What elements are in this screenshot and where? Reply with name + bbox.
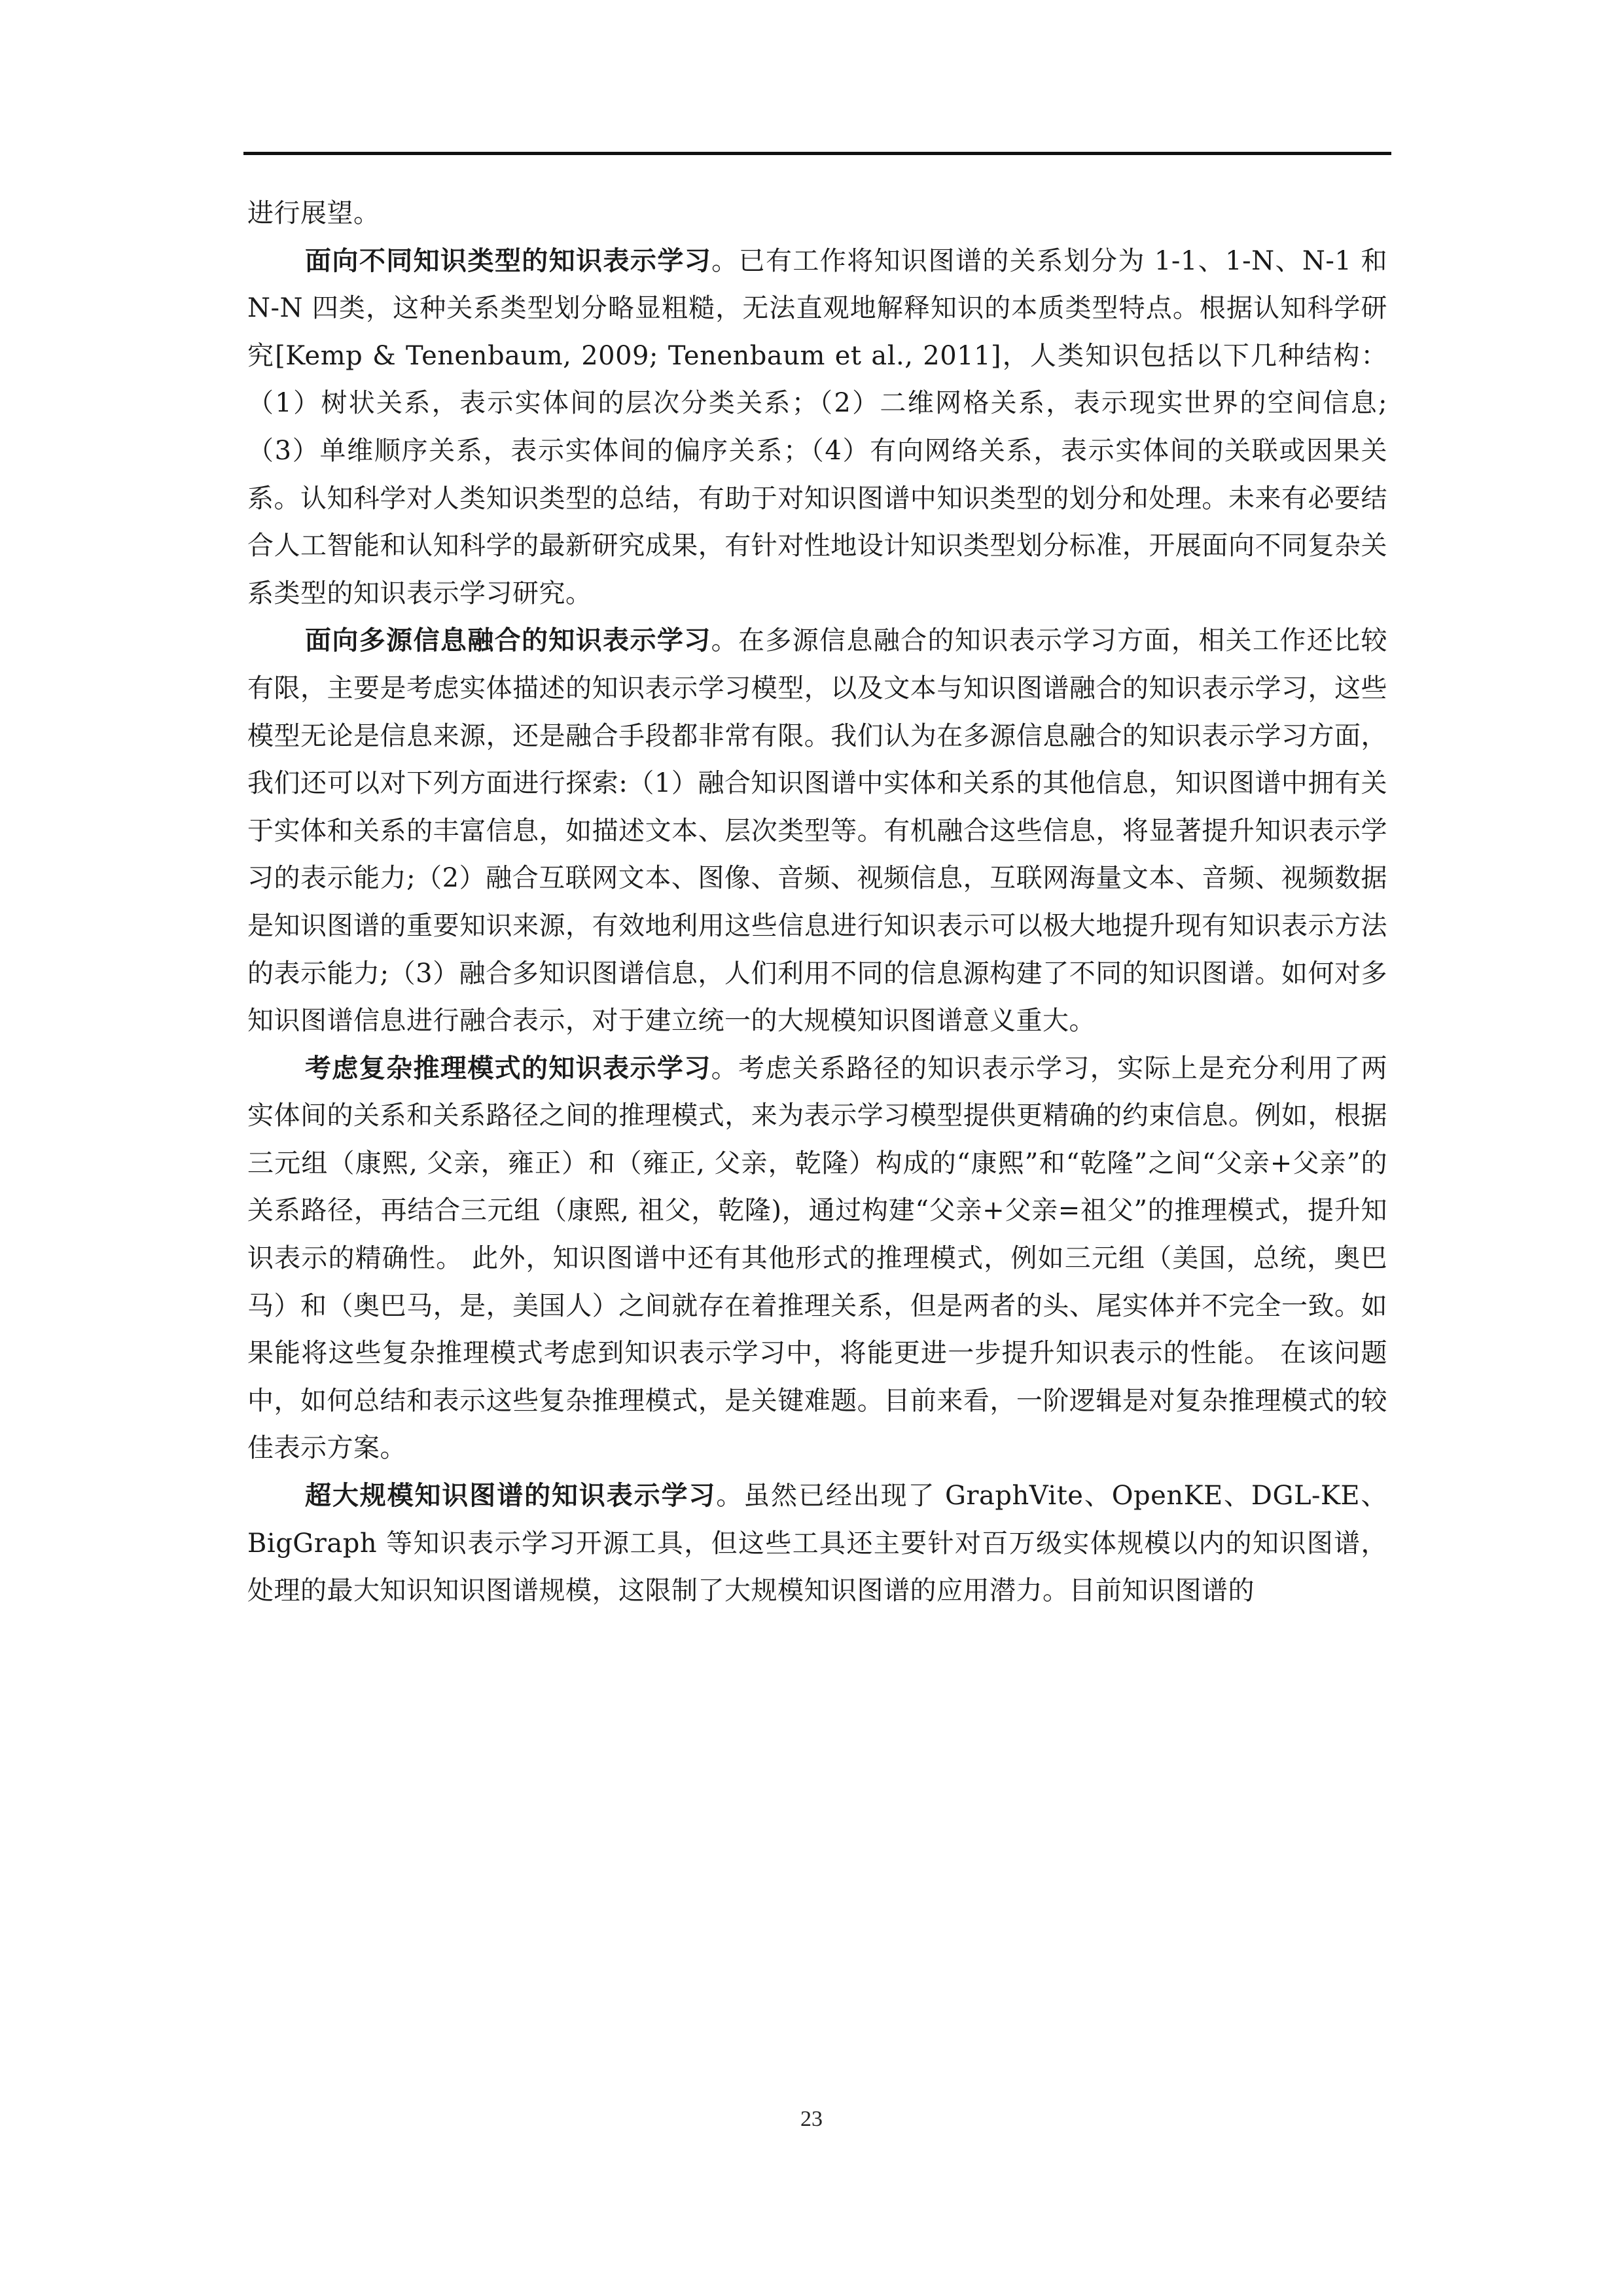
paragraph-large-scale bbox=[247, 1472, 1387, 1615]
paragraph-term: 面向多源信息融合的知识表示学习 bbox=[305, 625, 711, 656]
paragraph-multi-source-fusion bbox=[247, 617, 1387, 1044]
paragraph-term: 超大规模知识图谱的知识表示学习 bbox=[305, 1480, 717, 1511]
paragraph-complex-reasoning bbox=[247, 1045, 1387, 1472]
paragraph-text: 。虽然已经出现了 GraphVite、OpenKE、DGL-KE、BigGraph 等知识表示学习开源工具，但这些工具还主要针对百万级实体规模以内的知识图谱，处理的最大知识知识图谱规模，这限制了大规模知识图谱的应用潜力。目前知识图谱的 bbox=[247, 1481, 1387, 1606]
paragraph-knowledge-types bbox=[247, 238, 1387, 618]
paragraph-text: 。在多源信息融合的知识表示学习方面，相关工作还比较有限，主要是考虑实体描述的知识表示学习模型，以及文本与知识图谱融合的知识表示学习，这些模型无论是信息来源，还是融合手段都非常有限。我们认为在多源信息融合的知识表示学习方面，我们还可以对下列方面进行探索:（1）融合知识图谱中实体和关系的其他信息，知识图谱中拥有关于实体和关系的丰富信息，如描述文本、层次类型等。有机融合这些信息，将显著提升知识表示学习的表示能力;（2）融合互联网文本、图像、音频、视频信息，互联网海量文本、音频、视频数据是知识图谱的重要知识来源，有效地利用这些信息进行知识表示可以极大地提升现有知识表示方法的表示能力;（3）融合多知识图谱信息，人们利用不同的信息源构建了不同的知识图谱。如何对多知识图谱信息进行融合表示，对于建立统一的大规模知识图谱意义重大。 bbox=[247, 626, 1388, 1036]
paragraph-text: 进行展望。 bbox=[247, 198, 380, 228]
page-number: 23 bbox=[800, 2107, 823, 2131]
header-rule bbox=[243, 152, 1391, 155]
paragraph-continuation bbox=[247, 190, 1387, 238]
paragraph-text: 。考虑关系路径的知识表示学习，实际上是充分利用了两实体间的关系和关系路径之间的推理模式，来为表示学习模型提供更精确的约束信息。例如，根据三元组（康熙, 父亲，雍正）和（雍正, 父亲，乾隆）构成的“康熙”和“乾隆”之间“父亲+父亲”的关系路径，再结合三元组（康熙, 祖父，乾隆)，通过构建“父亲+父亲=祖父”的推理模式，提升知识表示的精确性。 此外，知识图谱中还有其他形式的推理模式，例如三元组（美国，总统，奥巴马）和（奥巴马，是，美国人）之间就存在着推理关系，但是两者的头、尾实体并不完全一致。如果能将这些复杂推理模式考虑到知识表示学习中，将能更进一步提升知识表示的性能。 在该问题中，如何总结和表示这些复杂推理模式，是关键难题。目前来看，一阶逻辑是对复杂推理模式的较佳表示方案。 bbox=[247, 1053, 1388, 1464]
paragraph-text: 。已有工作将知识图谱的关系划分为 1-1、1-N、N-1 和 N-N 四类，这种关系类型划分略显粗糙，无法直观地解释知识的本质类型特点。根据认知科学研究[Kemp & Tenenbaum, 2009; Tenenbaum et al., 2011]，人类知识包括以下几种结构：（1）树状关系，表示实体间的层次分类关系；（2）二维网格关系，表示现实世界的空间信息;（3）单维顺序关系，表示实体间的偏序关系；（4）有向网络关系，表示实体间的关联或因果关系。认知科学对人类知识类型的总结，有助于对知识图谱中知识类型的划分和处理。未来有必要结合人工智能和认知科学的最新研究成果，有针对性地设计知识类型划分标准，开展面向不同复杂关系类型的知识表示学习研究。 bbox=[247, 245, 1387, 609]
body-text bbox=[247, 190, 1387, 1615]
paragraph-term: 面向不同知识类型的知识表示学习 bbox=[305, 245, 712, 276]
paragraph-term: 考虑复杂推理模式的知识表示学习 bbox=[305, 1052, 711, 1084]
